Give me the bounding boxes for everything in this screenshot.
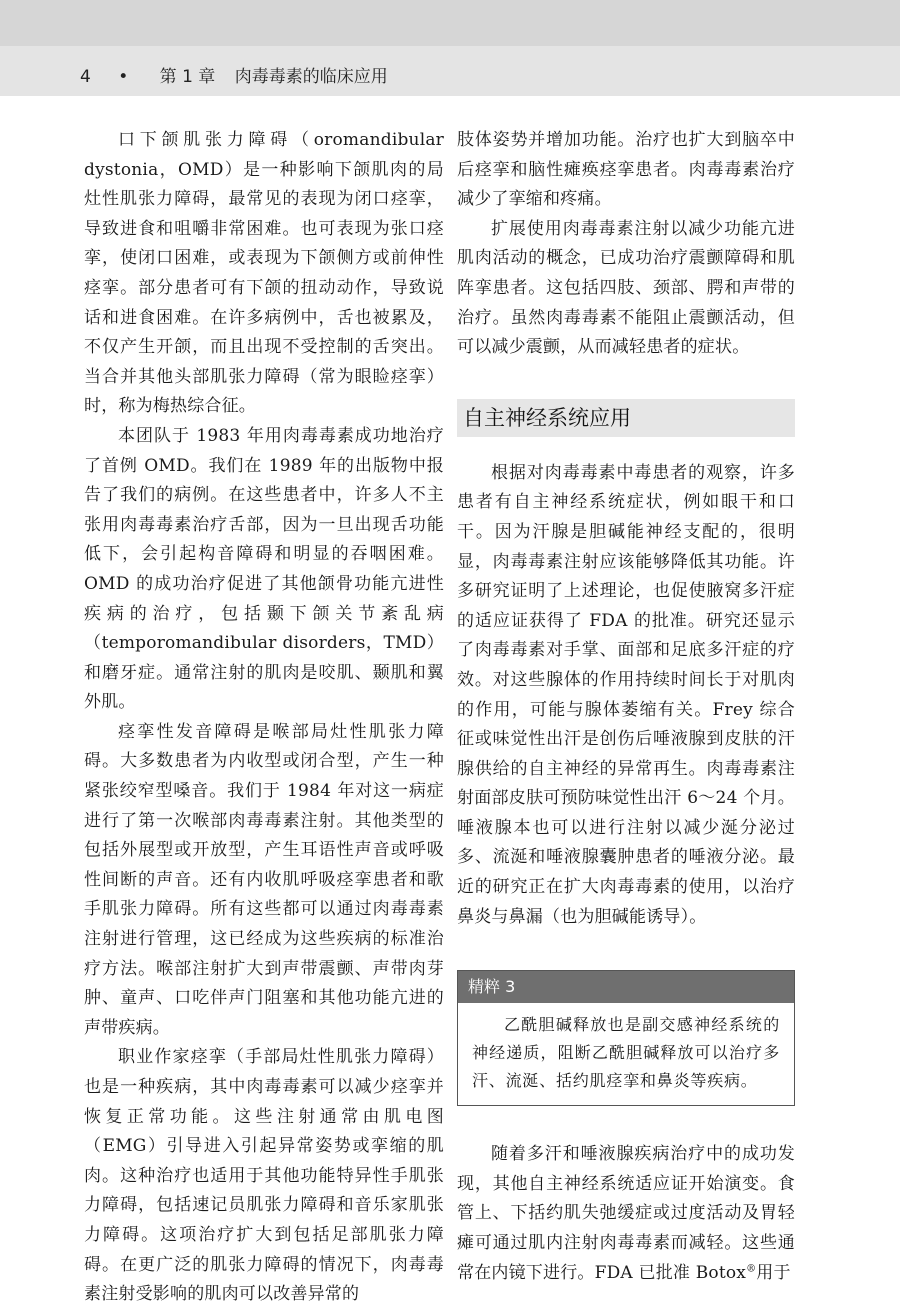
paragraph-spasmodic-dysphonia: 痉挛性发音障碍是喉部局灶性肌张力障碍。大多数患者为内收型或闭合型，产生一种紧张绞窄型嗓音。我们于 1984 年对这一病症进行了第一次喉部肉毒毒素注射。其他类型的包括外展型或开放型，产生耳语性声音或呼吸性间断的声音。还有内收肌呼吸痉挛患者和歌手肌张力障碍。所有这些都可以通过肉毒毒素注射进行管理，这已经成为这些疾病的标准治疗方法。喉部注射扩大到声带震颤、声带肉芽肿、童声、口吃伴声门阻塞和其他功能亢进的声带疾病。	[84, 721, 444, 1038]
paragraph-tremor: 扩展使用肉毒毒素注射以减少功能亢进肌肉活动的概念，已成功治疗震颤障碍和肌阵挛患者。这包括四肢、颈部、腭和声带的治疗。虽然肉毒毒素不能阻止震颤活动，但可以减少震颤，从而减轻患者的症状。	[457, 218, 795, 358]
paragraph-omd: 口下颌肌张力障碍（oromandibular dystonia，OMD）是一种影响下颌肌肉的局灶性肌张力障碍，最常见的表现为闭口痉挛，导致进食和咀嚼非常困难。也可表现为张口痉挛，使闭口困难，或表现为下颌侧方或前伸性痉挛。部分患者可有下颌的扭动动作，导致说话和进食困难。在许多病例中，舌也被累及，不仅产生开颌，而且出现不受控制的舌突出。当合并其他头部肌张力障碍（常为眼睑痉挛）时，称为梅热综合征。	[84, 130, 444, 417]
paragraph-closing	[457, 1140, 795, 1288]
running-head	[80, 62, 388, 87]
closing-text: 随着多汗和唾液腺疾病治疗中的成功发现，其他自主神经系统适应证开始演变。食管上、下括约肌失弛缓症或过度活动及胃轻瘫可通过肌内注射肉毒毒素而减轻。这些通常在内镜下进行。FDA 已批准 Botox	[457, 1144, 795, 1283]
chapter-label: 第 1 章	[159, 67, 216, 87]
closing-tail: 用于	[756, 1262, 791, 1283]
page-number: 4	[80, 67, 91, 87]
header-bullet: •	[118, 67, 129, 87]
chapter-title: 肉毒毒素的临床应用	[234, 67, 388, 87]
left-column	[84, 126, 444, 1310]
paragraph-omd-treatment: 本团队于 1983 年用肉毒毒素成功地治疗了首例 OMD。我们在 1989 年的出版物中报告了我们的病例。在这些患者中，许多人不主张用肉毒毒素治疗舌部，因为一旦出现舌功能低下，会引起构音障碍和明显的吞咽困难。OMD 的成功治疗促进了其他颌骨功能亢进性疾病的治疗，包括颞下颌关节紊乱病（temporomandibular disorders，TMD）和磨牙症。通常注射的肌肉是咬肌、颞肌和翼外肌。	[84, 425, 444, 713]
paragraph-writers-cramp: 职业作家痉挛（手部局灶性肌张力障碍）也是一种疾病，其中肉毒毒素可以减少痉挛并恢复正常功能。这些注射通常由肌电图（EMG）引导进入引起异常姿势或挛缩的肌肉。这种治疗也适用于其他功能特异性手肌张力障碍，包括速记员肌张力障碍和音乐家肌张力障碍。这项治疗扩大到包括足部肌张力障碍。在更广泛的肌张力障碍的情况下，肉毒毒素注射受影响的肌肉可以改善异常的	[84, 1047, 444, 1305]
section-heading-autonomic: 自主神经系统应用	[457, 399, 795, 437]
callout-title: 精粹 3	[458, 971, 794, 1003]
right-column	[457, 126, 795, 1288]
paragraph-continued: 肢体姿势并增加功能。治疗也扩大到脑卒中后痉挛和脑性瘫痪痉挛患者。肉毒毒素治疗减少了挛缩和疼痛。	[457, 130, 795, 210]
callout-box	[457, 970, 795, 1106]
paragraph-autonomic: 根据对肉毒毒素中毒患者的观察，许多患者有自主神经系统症状，例如眼干和口干。因为汗腺是胆碱能神经支配的，很明显，肉毒毒素注射应该能够降低其功能。许多研究证明了上述理论，也促使腋窝多汗症的适应证获得了 FDA 的批准。研究还显示了肉毒毒素对手掌、面部和足底多汗症的疗效。对这些腺体的作用持续时间长于对肌肉的作用，可能与腺体萎缩有关。Frey 综合征或味觉性出汗是创伤后唾液腺到皮肤的汗腺供给的自主神经的异常再生。肉毒毒素注射面部皮肤可预防味觉性出汗 6～24 个月。唾液腺本也可以进行注射以减少涎分泌过多、流涎和唾液腺囊肿患者的唾液分泌。最近的研究正在扩大肉毒毒素的使用，以治疗鼻炎与鼻漏（也为胆碱能诱导）。	[457, 462, 795, 927]
registered-mark: ®	[746, 1262, 757, 1274]
callout-body: 乙酰胆碱释放也是副交感神经系统的神经递质，阻断乙酰胆碱释放可以治疗多汗、流涎、括约肌痉挛和鼻炎等疾病。	[472, 1015, 780, 1091]
